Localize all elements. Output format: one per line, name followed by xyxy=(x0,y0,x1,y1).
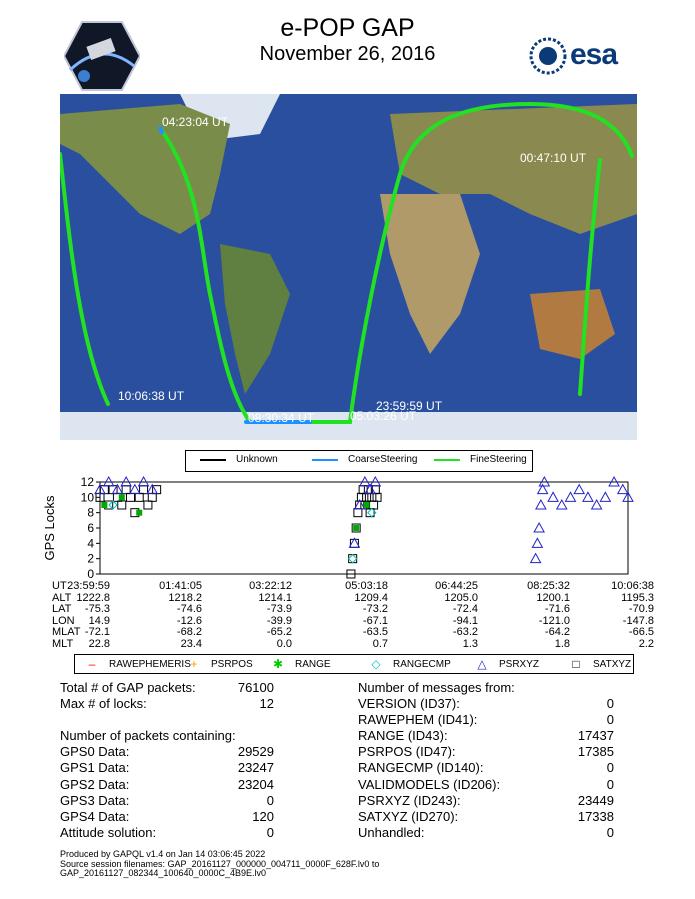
point-satxyz xyxy=(370,501,378,509)
table-cell: -72.4 xyxy=(452,603,478,615)
message-stat-row xyxy=(358,712,614,728)
map-label-south-b: 05:03:26 UT xyxy=(350,409,417,423)
legend-rangecmp xyxy=(369,657,451,671)
table-cell: -68.2 xyxy=(176,626,202,638)
legend-marker: ✱ xyxy=(272,657,284,671)
y-tick-label: 8 xyxy=(87,505,94,520)
esa-logo-text: esa xyxy=(570,38,618,71)
legend-marker: ◇ xyxy=(371,657,381,671)
orbit-map xyxy=(60,94,637,440)
packet-stat-row xyxy=(60,809,274,825)
packet-stat-value: 120 xyxy=(252,808,274,824)
message-stat-label: VERSION (ID37): xyxy=(358,696,460,712)
point-psrxyz xyxy=(536,500,546,509)
legend-marker: □ xyxy=(572,657,580,671)
packets-containing-heading: Number of packets containing: xyxy=(60,728,236,744)
table-cell: -66.5 xyxy=(628,626,654,638)
antarctica-shape xyxy=(60,412,637,440)
point-rangecmp xyxy=(349,555,357,563)
table-cell: 23.4 xyxy=(180,637,202,650)
table-cell: 10:06:38 xyxy=(611,580,654,592)
legend-range xyxy=(271,657,331,671)
table-cell: -65.2 xyxy=(266,626,292,638)
message-stat-row xyxy=(358,728,614,744)
packet-stat-label: Attitude solution: xyxy=(60,824,157,840)
packet-stat-value: 23247 xyxy=(237,760,274,776)
point-psrxyz xyxy=(532,538,542,547)
packet-stat-label: GPS2 Data: xyxy=(60,776,130,792)
table-cell: 1218.2 xyxy=(168,591,202,604)
point-satxyz xyxy=(363,493,371,501)
y-tick-label: 6 xyxy=(87,521,94,535)
point-satxyz xyxy=(368,493,376,501)
point-psrxyz xyxy=(531,554,541,563)
legend-swatch xyxy=(312,459,338,461)
table-cell: 0.0 xyxy=(276,637,292,650)
point-range xyxy=(101,502,107,508)
point-satxyz xyxy=(349,555,357,563)
footer-produced-by: Produced by GAPQL v1.4 on Jan 14 03:06:45 2022 xyxy=(60,849,266,859)
y-tick-label: 2 xyxy=(87,551,94,566)
packet-stat-value: 0 xyxy=(266,792,274,808)
legend-satxyz xyxy=(569,657,631,671)
message-stat-row xyxy=(358,809,614,825)
point-rangecmp xyxy=(368,509,376,517)
point-range xyxy=(364,502,370,508)
total-packets-value: 76100 xyxy=(237,680,274,695)
table-cell: -94.1 xyxy=(452,614,478,627)
packet-stat-value: 29529 xyxy=(237,744,274,760)
packet-stat-row xyxy=(60,777,274,793)
legend-marker: △ xyxy=(477,657,487,671)
packet-stat-label: GPS3 Data: xyxy=(60,792,130,808)
max-locks-label: Max # of locks: xyxy=(60,696,147,712)
table-cell: 1.3 xyxy=(462,637,478,650)
point-range xyxy=(353,525,359,531)
message-stat-value: 0 xyxy=(606,712,614,728)
message-stat-value: 17338 xyxy=(577,808,614,824)
legend-marker: – xyxy=(88,657,96,671)
packet-stat-label: GPS1 Data: xyxy=(60,760,130,776)
table-cell: 1222.8 xyxy=(76,591,110,604)
table-cell: -64.2 xyxy=(544,626,570,638)
message-stat-value: 0 xyxy=(606,824,614,840)
table-cell: 1.8 xyxy=(554,637,570,650)
message-stat-row xyxy=(358,777,614,793)
point-satxyz xyxy=(357,493,365,501)
table-cell: 1200.1 xyxy=(536,591,570,604)
legend-psrxyz xyxy=(475,657,539,671)
packet-stat-row xyxy=(60,760,274,776)
map-label-start: 04:23:04 UT xyxy=(162,115,229,129)
message-stat-row xyxy=(358,825,614,841)
legend-steering-unknown xyxy=(200,454,278,465)
point-psrxyz xyxy=(534,523,544,532)
map-label-south-mid: 08:30:34 UT xyxy=(248,411,315,425)
point-satxyz xyxy=(140,486,148,494)
mission-logo xyxy=(64,20,140,92)
page-title: e-POP GAP xyxy=(280,14,415,42)
steering-legend xyxy=(185,450,533,472)
orbit-track-table xyxy=(0,581,695,653)
table-cell: -73.9 xyxy=(266,603,292,615)
packet-stat-label: GPS4 Data: xyxy=(60,808,130,824)
gps-locks-chart xyxy=(40,476,640,586)
message-type-legend xyxy=(74,654,634,674)
packet-stats xyxy=(60,680,274,841)
message-stat-row xyxy=(358,744,614,760)
point-range xyxy=(119,494,125,500)
table-cell: -75.3 xyxy=(84,603,110,615)
legend-label: RAWEPHEMERIS xyxy=(109,658,191,670)
table-cell: -39.9 xyxy=(266,614,292,627)
packet-stat-value: 23204 xyxy=(237,776,274,792)
table-cell: -12.6 xyxy=(176,614,202,627)
legend-label: RANGECMP xyxy=(393,658,451,670)
total-packets-row xyxy=(60,680,274,696)
point-satxyz xyxy=(135,493,143,501)
page-date: November 26, 2016 xyxy=(259,43,436,65)
table-cell: -121.0 xyxy=(538,614,570,627)
table-cell: -72.1 xyxy=(84,626,110,638)
y-tick-label: 12 xyxy=(80,476,94,489)
point-satxyz xyxy=(144,501,152,509)
table-cell: 14.9 xyxy=(88,614,110,627)
message-stat-value: 17437 xyxy=(577,728,614,744)
table-cell: 03:22:12 xyxy=(249,580,292,592)
point-satxyz xyxy=(148,493,156,501)
message-stats xyxy=(358,680,614,841)
message-stat-value: 0 xyxy=(606,696,614,712)
table-cell: 1214.1 xyxy=(258,591,292,604)
legend-rawephemeris xyxy=(85,657,191,671)
table-cell: 22.8 xyxy=(88,637,110,650)
table-cell: 01:41:05 xyxy=(159,580,202,592)
point-psrxyz xyxy=(574,485,584,494)
packet-stat-value: 0 xyxy=(266,824,274,840)
message-stat-label: VALIDMODELS (ID206): xyxy=(358,776,501,792)
message-stat-label: Unhandled: xyxy=(358,824,425,840)
table-cell: 06:44:25 xyxy=(435,580,478,592)
message-stat-label: PSRPOS (ID47): xyxy=(358,744,456,760)
footer-source-line: Source session filenames: GAP_20161127_000000_004711_0000F_628F.lv0 to xyxy=(60,858,380,869)
point-satxyz xyxy=(373,493,381,501)
legend-label: PSRPOS xyxy=(211,658,253,670)
legend-swatch xyxy=(434,459,460,461)
legend-label: CoarseSteering xyxy=(348,454,418,465)
total-packets-label: Total # of GAP packets: xyxy=(60,680,196,695)
point-satxyz xyxy=(354,509,362,517)
packet-stat-row xyxy=(60,744,274,760)
legend-steering-coarsesteering xyxy=(312,454,417,465)
table-cell: -73.2 xyxy=(362,603,388,615)
map-label-south-a: 23:59:59 UT xyxy=(376,399,443,413)
map-label-asia: 00:47:10 UT xyxy=(520,151,587,165)
footer-provenance xyxy=(60,850,660,879)
message-stat-value: 23449 xyxy=(577,792,614,808)
message-stat-label: RANGECMP (ID140): xyxy=(358,760,484,776)
table-cell: -67.1 xyxy=(362,614,388,627)
row-label-lat: LAT xyxy=(52,603,72,615)
y-tick-label: 0 xyxy=(87,567,94,581)
legend-label: PSRXYZ xyxy=(499,658,540,670)
legend-steering-finesteering xyxy=(434,454,527,465)
y-axis-label: GPS Locks xyxy=(42,495,57,561)
packet-stat-label: GPS0 Data: xyxy=(60,744,130,760)
message-stat-label: RANGE (ID43): xyxy=(358,728,448,744)
row-label-ut: UT xyxy=(52,580,67,592)
esa-logo xyxy=(528,36,638,76)
map-label-south-left: 10:06:38 UT xyxy=(118,389,185,403)
max-locks-row xyxy=(60,696,274,712)
point-satxyz xyxy=(118,501,126,509)
footer-source-line-2: GAP_20161127_082344_100640_0000C_4B9E.lv0 xyxy=(60,868,267,878)
legend-label: Unknown xyxy=(236,454,278,465)
row-label-lon: LON xyxy=(52,614,75,627)
legend-label: FineSteering xyxy=(470,454,527,465)
legend-label: SATXYZ xyxy=(593,658,632,670)
row-label-mlat: MLAT xyxy=(52,626,81,638)
point-psrxyz xyxy=(548,492,558,501)
legend-psrpos xyxy=(187,657,253,671)
message-stat-row xyxy=(358,760,614,776)
plot-frame xyxy=(100,482,628,574)
message-stat-value: 17385 xyxy=(577,744,614,760)
packet-stat-row xyxy=(60,793,274,809)
table-cell: 1195.3 xyxy=(621,591,654,604)
table-cell: 1209.4 xyxy=(354,591,388,604)
table-cell: 05:03:18 xyxy=(345,580,388,592)
table-cell: -63.5 xyxy=(362,626,388,638)
table-cell: 2.2 xyxy=(638,637,654,650)
table-cell: -74.6 xyxy=(176,603,202,615)
message-stat-value: 0 xyxy=(606,776,614,792)
point-range xyxy=(136,510,142,516)
table-cell: 23:59:59 xyxy=(67,580,110,592)
message-stat-label: RAWEPHEM (ID41): xyxy=(358,712,478,728)
legend-label: RANGE xyxy=(295,658,331,670)
y-tick-label: 4 xyxy=(87,536,94,551)
message-stat-row xyxy=(358,696,614,712)
point-satxyz xyxy=(126,493,134,501)
y-tick-label: 10 xyxy=(80,490,94,505)
point-psrxyz xyxy=(600,492,610,501)
message-stat-label: PSRXYZ (ID243): xyxy=(358,792,461,808)
row-label-mlt: MLT xyxy=(52,637,74,650)
legend-marker: + xyxy=(190,657,198,671)
table-cell: -63.2 xyxy=(452,626,478,638)
table-cell: -70.9 xyxy=(628,603,654,615)
legend-swatch xyxy=(200,459,226,461)
packet-stat-row xyxy=(60,825,274,841)
table-cell: 0.7 xyxy=(372,637,388,650)
message-stat-row xyxy=(358,793,614,809)
message-stat-label: SATXYZ (ID270): xyxy=(358,808,459,824)
table-cell: -147.8 xyxy=(622,614,654,627)
messages-from-heading: Number of messages from: xyxy=(358,680,515,695)
table-cell: 1205.0 xyxy=(444,591,478,604)
point-satxyz xyxy=(122,486,130,494)
table-cell: 08:25:32 xyxy=(527,580,570,592)
max-locks-value: 12 xyxy=(259,696,274,712)
message-stat-value: 0 xyxy=(606,760,614,776)
table-cell: -71.6 xyxy=(544,603,570,615)
row-label-alt: ALT xyxy=(52,591,72,604)
